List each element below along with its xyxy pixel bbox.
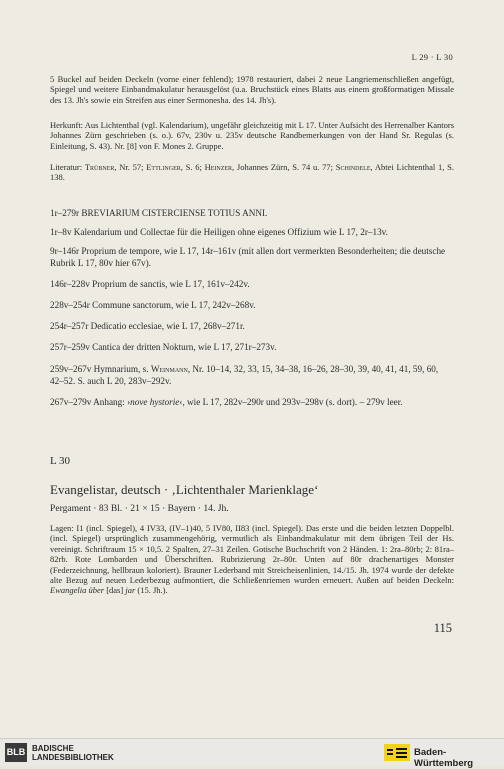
contents-item-anhang: 267v–279v Anhang: ›nove hystorie‹, wie L 17, 282v–290r und 293v–298v (s. dort). – 279v leer.	[50, 397, 403, 407]
contents-item: 146r–228v Proprium de sanctis, wie L 17, 161v–242v.	[50, 279, 250, 289]
page-number: 115	[433, 621, 452, 635]
codicology-paragraph: Lagen: I1 (incl. Spiegel), 4 IV33, (IV–1)40, 5 IV80, II83 (incl. Spiegel). Das erste und die beiden letzten Doppelbl. (incl. Spiegel) ursprünglich zusammengehörig, vermutlich als Einbandmakulatur mit dem übrigen Teil der Hs. vereinigt. Schriftraum 15 × 10,5. 2 Spalten, 27–31 Zeilen. Gotische Buchschrift von 2 Händen. 1: 2ra–80rb; 2: 81ra–82rb. Rote Lombarden und Überschriften. Rubrizierung 2r–80r. Unten auf 80r drachenartiges Monster (Federzeichnung, hellbraun koloriert). Brauner Lederband mit Streicheisenlinien, 14./15. Jh. 1974 wurde der defekte alte Bezug auf neuen Lederbezug aufmontiert, die Schließenriemen wurden erneuert. Außen auf beiden Deckeln: Ewangelia über [das] jar (15. Jh.).	[50, 523, 454, 596]
lit-author: Schindele	[335, 162, 371, 172]
contents-item-hymnarium: 259v–267v Hymnarium, s. Weinmann, Nr. 10–14, 32, 33, 15, 34–38, 16–26, 28–30, 39, 40, 41, 41, 59, 60, 42–52. S. auch L 20, 283v–292v.	[50, 364, 439, 386]
contents-item: 228v–254r Commune sanctorum, wie L 17, 242v–268v.	[50, 300, 256, 310]
blb-logo: BLB	[5, 743, 27, 762]
contents-heading: 1r–279r BREVIARIUM CISTERCIENSE TOTIUS ANNI.	[50, 208, 268, 218]
lit-ref: , Nr. 57;	[114, 162, 147, 172]
entry-meta: Pergament · 83 Bl. · 21 × 15 · Bayern · 14. Jh.	[50, 503, 229, 514]
entry-title: Evangelistar, deutsch · ‚Lichtenthaler Marienklage‘	[50, 482, 319, 497]
lit-author: Trübner	[84, 162, 115, 172]
provenance-paragraph: Herkunft: Aus Lichtenthal (vgl. Kalendarium), ungefähr gleichzeitig mit L 17. Unter Aufsicht des Herrenalber Kantors Johannes Zürn geschrieben (s. o.). 67v, 230v u. 235v deutsche Randbemerkungen von der Hand Sr. Regulas (s. Einleitung, S. 43). Nr. [8] von F. Mones 2. Gruppe.	[50, 120, 454, 151]
contents-item: 257r–259v Cantica der dritten Nokturn, wie L 17, 271r–273v.	[50, 342, 277, 352]
anhang-title: nove hystorie	[130, 397, 180, 407]
state-label: Baden-Württemberg	[414, 747, 474, 769]
lit-ref: , S. 6;	[180, 162, 205, 172]
contents-item: 9r–146r Proprium de tempore, wie L 17, 14r–161v (mit allen dort vermerkten Besonderheiten; die deutsche Rubrik L 17, 80v hier 67v).	[50, 246, 446, 268]
lit-author: Heinzer	[204, 162, 233, 172]
hymnarium-author: Weinmann	[150, 364, 188, 374]
lit-ref: , Abtei Lichtenthal 1, S. 138.	[50, 162, 454, 183]
contents-item: 254r–257r Dedicatio ecclesiae, wie L 17, 268v–271r.	[50, 321, 245, 331]
binding-description: 5 Buckel auf beiden Deckeln (vorne einer fehlend); 1978 restauriert, dabei 2 neue Langriemenschließen angefügt, Spiegel und weitere Einbandmakulatur herausgelöst (u.a. Bruchstück eines Blatts aus einem großformatigen Missale des 13. Jh's sowie ein Streifen aus einer Sermonesha. des 14. Jh's).	[50, 74, 454, 105]
entry-code: L 30	[50, 455, 71, 467]
library-name: BADISCHE LANDESBIBLIOTHEK	[32, 744, 114, 762]
literature-label: Literatur:	[50, 162, 85, 172]
lit-ref: , Johannes Zürn, S. 74 u. 77;	[232, 162, 336, 172]
contents-item: 1r–8v Kalendarium und Collectae für die Heiligen ohne eigenes Offizium wie L 17, 2r–13v.	[50, 227, 388, 237]
bw-coat-of-arms-icon	[384, 744, 410, 761]
lit-author: Ettlinger	[146, 162, 181, 172]
literature-paragraph	[50, 162, 454, 183]
footer-bar	[0, 738, 504, 769]
running-head: L 29 · L 30	[411, 52, 453, 62]
